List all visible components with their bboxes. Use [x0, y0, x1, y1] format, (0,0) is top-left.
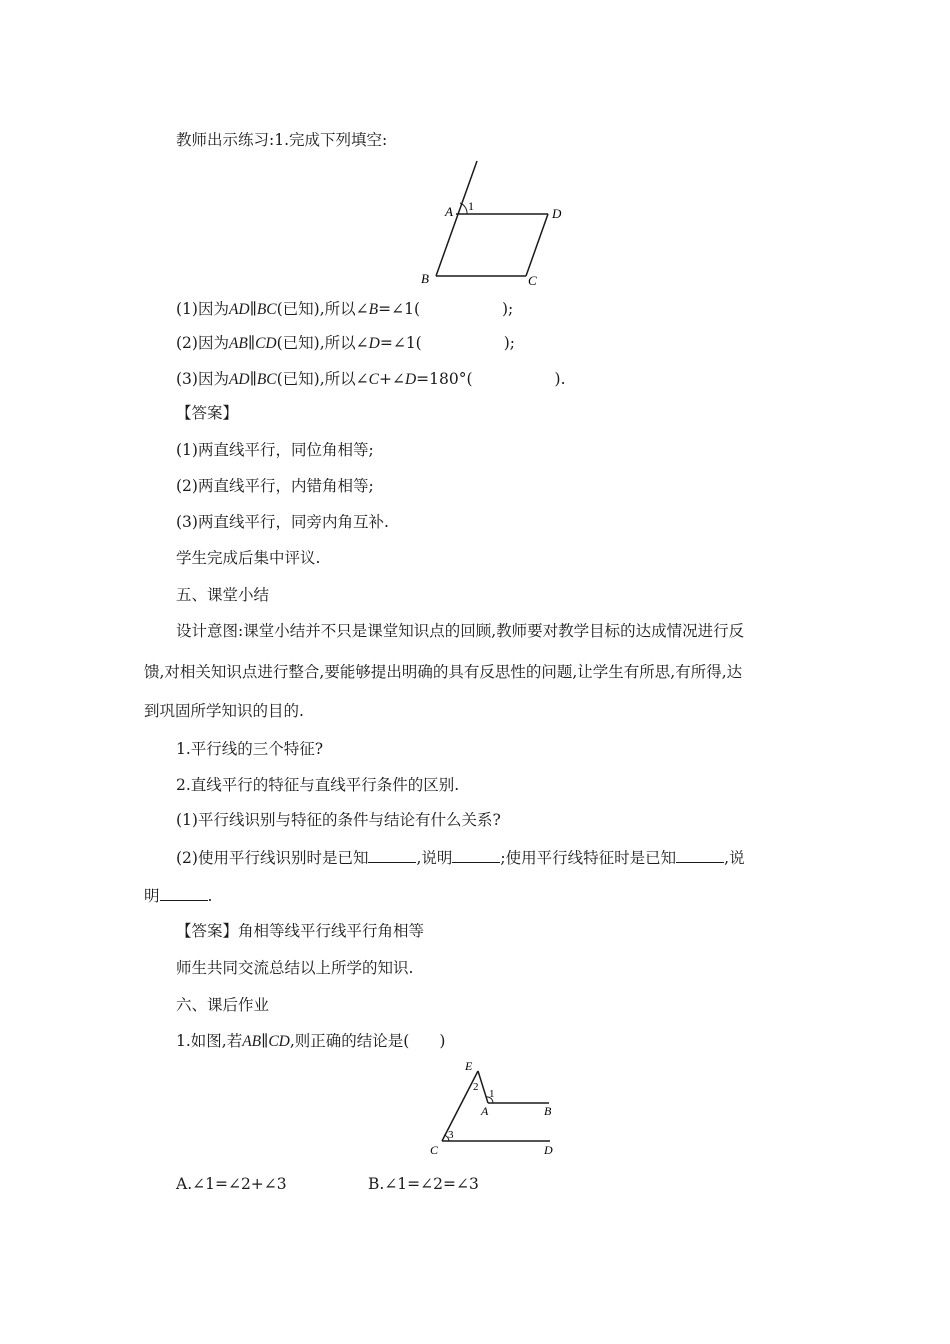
parallelogram-figure	[415, 155, 575, 290]
label-angle-1: 1	[468, 199, 474, 213]
label-b: B	[421, 271, 429, 286]
line-ea	[478, 1071, 488, 1103]
label-angle-2: 2	[473, 1081, 479, 1093]
label-a: A	[481, 1104, 489, 1118]
blank-1[interactable]	[368, 847, 416, 863]
label-d: D	[544, 1143, 553, 1157]
summary-question-2: 2.直线平行的特征与直线平行条件的区别.	[176, 776, 460, 794]
exercise-q3: (3)因为AD∥BC(已知),所以∠C+∠D=180°( ).	[176, 370, 566, 388]
review-note: 学生完成后集中评议.	[176, 549, 321, 567]
homework-figure	[420, 1055, 570, 1163]
answer-2-text: 【答案】角相等线平行线平行角相等	[176, 922, 425, 940]
label-angle-3: 3	[448, 1129, 454, 1141]
label-d: D	[552, 206, 562, 221]
segment-dc	[526, 214, 548, 276]
option-a[interactable]: A.∠1=∠2+∠3	[176, 1175, 287, 1193]
answer-2: (2)两直线平行，内错角相等;	[176, 477, 374, 495]
blank-3[interactable]	[676, 847, 724, 863]
exercise-intro: 教师出示练习:1.完成下列填空:	[176, 131, 388, 149]
answer-label: 【答案】	[176, 404, 239, 422]
extension-line	[436, 161, 477, 276]
option-b[interactable]: B.∠1=∠2=∠3	[368, 1175, 479, 1193]
summary-question-2-2: (2)使用平行线识别时是已知 ,说明 ;使用平行线特征时是已知 ,说	[176, 849, 745, 867]
answer-3: (3)两直线平行，同旁内角互补.	[176, 513, 389, 531]
summary-question-2-1: (1)平行线识别与特征的条件与结论有什么关系?	[176, 811, 501, 829]
homework-question-1: 1.如图,若AB∥CD,则正确的结论是( )	[176, 1032, 446, 1050]
label-c: C	[430, 1143, 439, 1157]
section-5-heading: 五、课堂小结	[176, 586, 270, 604]
label-b: B	[544, 1104, 552, 1118]
design-intent-line-1: 设计意图:课堂小结并不只是课堂知识点的回顾,教师要对教学目标的达成情况进行反	[176, 622, 745, 640]
summary-question-1: 1.平行线的三个特征?	[176, 740, 324, 758]
blank-2[interactable]	[452, 847, 500, 863]
answer-1: (1)两直线平行，同位角相等;	[176, 441, 374, 459]
section-6-heading: 六、课后作业	[176, 996, 270, 1014]
exchange-note: 师生共同交流总结以上所学的知识.	[176, 959, 414, 977]
design-intent-line-2: 馈,对相关知识点进行整合,要能够提出明确的具有反思性的问题,让学生有所思,有所得,达	[144, 663, 743, 681]
blank-4[interactable]	[160, 885, 208, 901]
label-angle-1: 1	[489, 1088, 495, 1100]
summary-question-2-2-cont: 明 .	[144, 887, 213, 905]
design-intent-line-3: 到巩固所学知识的目的.	[144, 702, 304, 720]
label-a: A	[445, 204, 453, 219]
label-c: C	[528, 273, 537, 288]
exercise-q1: (1)因为AD∥BC(已知),所以∠B=∠1( );	[176, 300, 514, 318]
exercise-q2: (2)因为AB∥CD(已知),所以∠D=∠1( );	[176, 334, 516, 352]
label-e: E	[465, 1059, 473, 1073]
